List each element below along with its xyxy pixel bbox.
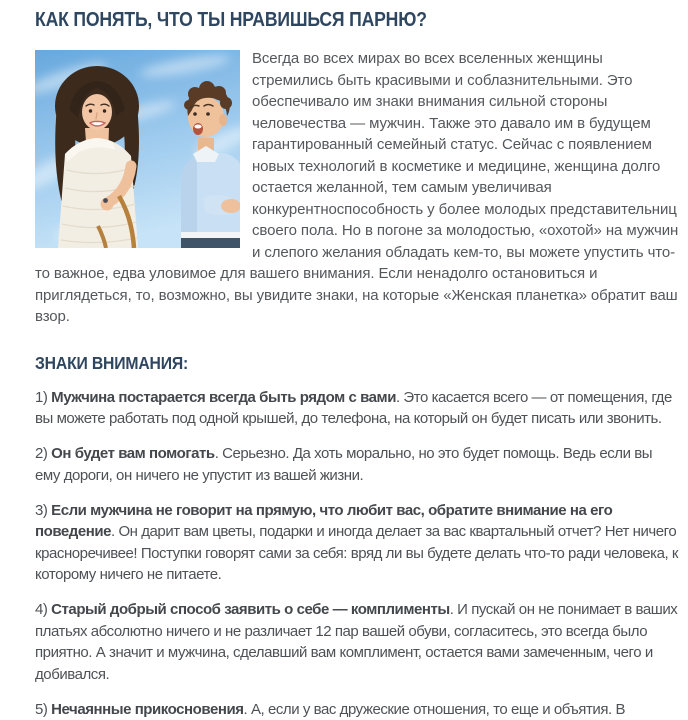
sign-number: 2) [35,445,51,462]
intro-section [35,48,680,328]
section-heading: ЗНАКИ ВНИМАНИЯ: [35,353,616,373]
sign-number: 1) [35,389,51,406]
sign-lead: Мужчина постарается всегда быть рядом с вами [51,389,396,406]
sign-item-5 [35,699,680,720]
sign-lead: Если мужчина не говорит на прямую, что любит вас, обратите внимание на его поведение [35,502,612,541]
sign-rest: . Это касается всего — от помещения, где вы можете работать под одной крышей, до телефона, на который он будет писать или звонить. [35,389,672,428]
sign-lead: Старый добрый способ заявить о себе — комплименты [51,601,450,618]
sign-number: 3) [35,502,51,519]
signs-list [35,387,680,720]
sign-lead: Нечаянные прикосновения [51,701,243,718]
sign-number: 4) [35,601,51,618]
sign-item-4 [35,599,680,685]
sign-item-2 [35,443,680,486]
couple-photo-image [35,50,240,248]
couple-photo [35,50,240,248]
sign-item-3 [35,500,680,586]
sign-item-1 [35,387,680,430]
sign-rest: . И пускай он не понимает в ваших платьях абсолютно ничего и не различает 12 пар вашей обуви, согласитесь, это всегда было приятно. А значит и мужчина, сделавший вам комплимент, остается вами замеченным, чего и добивался. [35,601,677,683]
page-title: КАК ПОНЯТЬ, ЧТО ТЫ НРАВИШЬСЯ ПАРНЮ? [35,9,603,32]
sign-number: 5) [35,701,51,718]
sign-rest: . Серьезно. Да хоть морально, но это будет помощь. Ведь если вы ему дороги, он ничего не упустит из вашей жизни. [35,445,652,484]
sign-rest: . Он дарит вам цветы, подарки и иногда делает за вас квартальный отчет? Нет ничего красноречивее! Поступки говорят сами за себя: вряд ли вы будете делать что-то ради человека, к которому ничего не питаете. [35,523,678,583]
sign-lead: Он будет вам помогать [51,445,215,462]
sign-rest: . А, если у вас дружеские отношения, то еще и объятия. В [244,701,625,718]
intro-paragraph: Всегда во всех мирах во всех вселенных женщины стремились быть красивыми и соблазнительными. Это обеспечивало им знаки внимания сильной стороны человечества — мужчин. Также это давало им в будущем гарантированный семейный статус. Сейчас с появлением новых технологий в косметике и медицине, женщина долго остается желанной, тем самым увеличивая конкурентноспособность у более молодых представительниц своего пола. Но в погоне за молодостью, «охотой» на мужчин и слепого желания обладать кем-то, вы можете упустить что-то важное, едва уловимое для вашего внимания. Если ненадолго остановиться и приглядеться, то, возможно, вы увидите знаки, на которые «Женская планетка» обратит ваш взор. [35,48,680,328]
